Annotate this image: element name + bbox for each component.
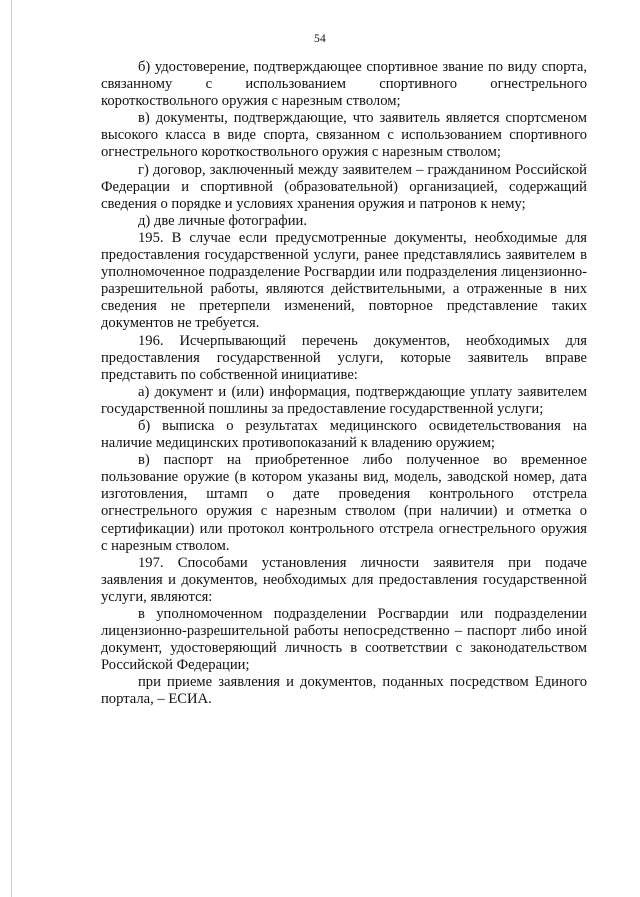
paragraph-item-v-documents: в) документы, подтверждающие, что заявитель является спортсменом высокого класса в виде спорта, связанном с использованием спортивного огнестрельного короткоствольного оружия с нарезным стволом; bbox=[101, 110, 587, 161]
paragraph-196: 196. Исчерпывающий перечень документов, необходимых для предоставления государственной услуги, которые заявитель вправе представить по собственной инициативе: bbox=[101, 332, 587, 383]
document-body bbox=[101, 59, 587, 709]
paragraph-197: 197. Способами установления личности заявителя при подаче заявления и документов, необходимых для предоставления государственной услуги, являются: bbox=[101, 554, 587, 605]
paragraph-item-g-contract: г) договор, заключенный между заявителем – гражданином Российской Федерации и спортивной (образовательной) организацией, содержащий сведения о порядке и условиях хранения оружия и патронов к нему; bbox=[101, 161, 587, 212]
paragraph-196-item-v: в) паспорт на приобретенное либо полученное во временное пользование оружие (в котором указаны вид, модель, заводской номер, дата изготовления, штамп о дате проведения контрольного отстрела огнестрельного оружия с нарезным стволом (при наличии) и отметка о сертификации) или протокол контрольного отстрела огнестрельного оружия с нарезным стволом. bbox=[101, 452, 587, 554]
paragraph-197-in-person: в уполномоченном подразделении Росгвардии или подразделении лицензионно-разрешительной работы непосредственно – паспорт либо иной документ, удостоверяющий личность в соответствии с законодательством Российской Федерации; bbox=[101, 606, 587, 674]
paragraph-195: 195. В случае если предусмотренные документы, необходимые для предоставления государственной услуги, ранее представлялись заявителем в уполномоченное подразделение Росгвардии или подразделения лицензионно-разрешительной работы, являются действительными, а отраженные в них сведения не претерпели изменений, повторное представление таких документов не требуется. bbox=[101, 229, 587, 332]
paragraph-item-d-photos: д) две личные фотографии. bbox=[138, 212, 307, 229]
paragraph-196-item-a: а) документ и (или) информация, подтверждающие уплату заявителем государственной пошлины за предоставление государственной услуги; bbox=[101, 383, 587, 417]
scan-edge-line bbox=[11, 0, 12, 897]
paragraph-item-b-certificate: б) удостоверение, подтверждающее спортивное звание по виду спорта, связанному с использованием спортивного огнестрельного короткоствольного оружия с нарезным стволом; bbox=[101, 59, 587, 110]
paragraph-197-portal: при приеме заявления и документов, поданных посредством Единого портала, – ЕСИА. bbox=[101, 674, 587, 708]
page-number: 54 bbox=[314, 33, 326, 45]
paragraph-196-item-b: б) выписка о результатах медицинского освидетельствования на наличие медицинских противопоказаний к владению оружием; bbox=[101, 417, 587, 452]
